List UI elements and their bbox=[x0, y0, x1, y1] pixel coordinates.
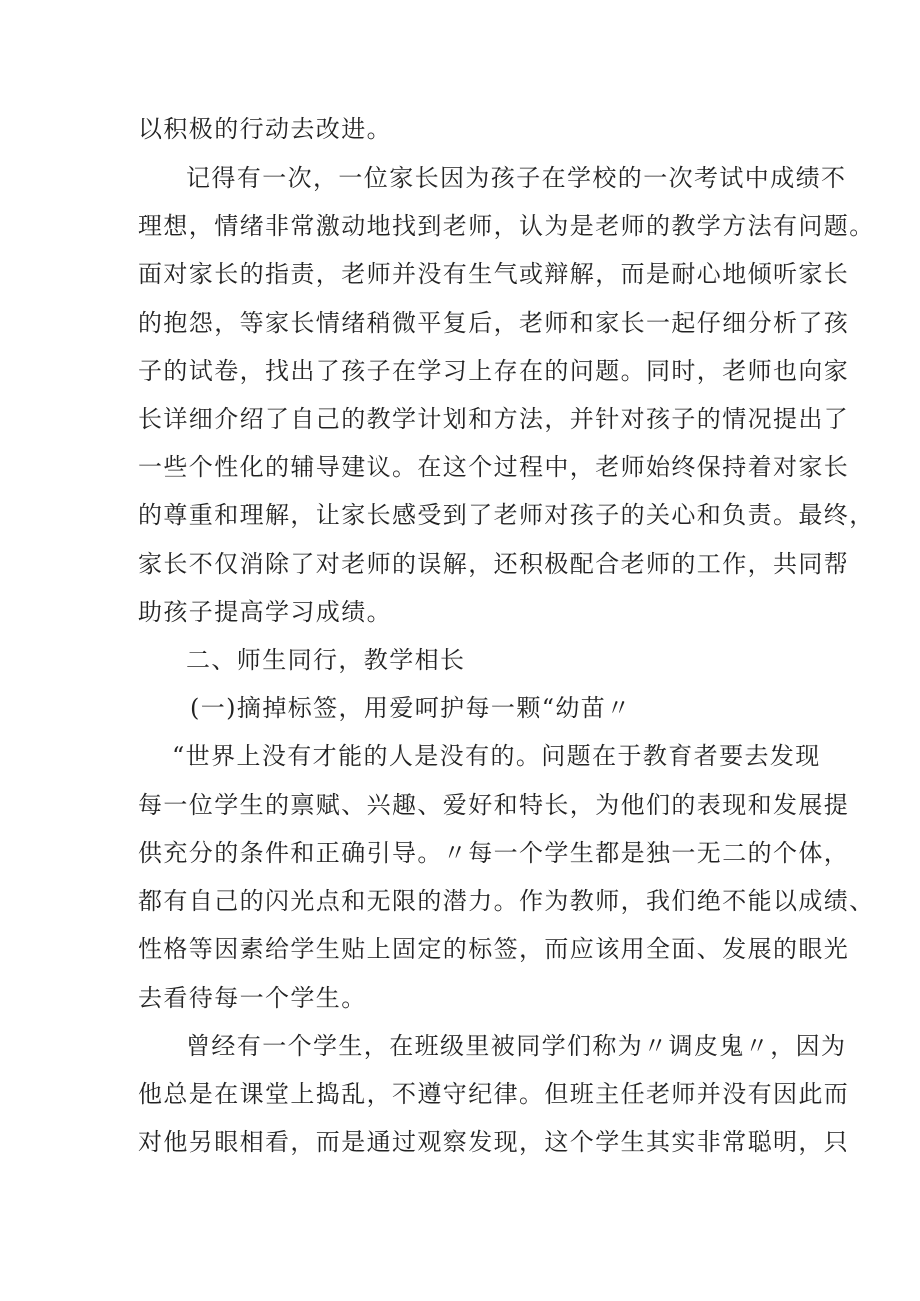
text-line-11: 助孩子提高学习成绩。 bbox=[138, 598, 392, 626]
text-line-7: 长详细介绍了自己的教学计划和方法，并针对孩子的情况提出了 bbox=[138, 405, 850, 433]
subsection-heading: (一)摘掉标签，用爱呵护每一颗“幼苗〃 bbox=[190, 694, 632, 722]
text-line-5: 的抱怨，等家长情绪稍微平复后，老师和家长一起仔细分析了孩 bbox=[138, 309, 850, 337]
text-line-16: 供充分的条件和正确引导。〃每一个学生都是独一无二的个体， bbox=[138, 839, 850, 867]
text-line-21: 他总是在课堂上捣乱，不遵守纪律。但班主任老师并没有因此而 bbox=[138, 1080, 850, 1108]
text-line-2: 记得有一次，一位家长因为孩子在学校的一次考试中成绩不 bbox=[186, 164, 847, 192]
text-line-17: 都有自己的闪光点和无限的潜力。作为教师，我们绝不能以成绩、 bbox=[138, 887, 875, 915]
text-line-4: 面对家长的指责，老师并没有生气或辩解，而是耐心地倾听家长 bbox=[138, 260, 850, 288]
text-line-10: 家长不仅消除了对老师的误解，还积极配合老师的工作，共同帮 bbox=[138, 550, 850, 578]
text-line-22: 对他另眼相看，而是通过观察发现，这个学生其实非常聪明，只 bbox=[138, 1128, 850, 1156]
text-line-1: 以积极的行动去改进。 bbox=[138, 115, 392, 143]
text-line-14: “世界上没有才能的人是没有的。问题在于教育者要去发现 bbox=[172, 742, 821, 770]
text-line-3: 理想，情绪非常激动地找到老师，认为是老师的教学方法有问题。 bbox=[138, 212, 875, 240]
text-line-6: 子的试卷，找出了孩子在学习上存在的问题。同时，老师也向家 bbox=[138, 357, 850, 385]
text-line-18: 性格等因素给学生贴上固定的标签，而应该用全面、发展的眼光 bbox=[138, 935, 850, 963]
text-line-8: 一些个性化的辅导建议。在这个过程中，老师始终保持着对家长 bbox=[138, 453, 850, 481]
text-line-9: 的尊重和理解，让家长感受到了老师对孩子的关心和负责。最终， bbox=[138, 501, 875, 529]
section-heading: 二、师生同行，教学相长 bbox=[186, 646, 466, 674]
text-line-20: 曾经有一个学生，在班级里被同学们称为〃调皮鬼〃，因为 bbox=[186, 1032, 847, 1060]
text-line-19: 去看待每一个学生。 bbox=[138, 984, 367, 1012]
text-line-15: 每一位学生的禀赋、兴趣、爱好和特长，为他们的表现和发展提 bbox=[138, 791, 850, 819]
